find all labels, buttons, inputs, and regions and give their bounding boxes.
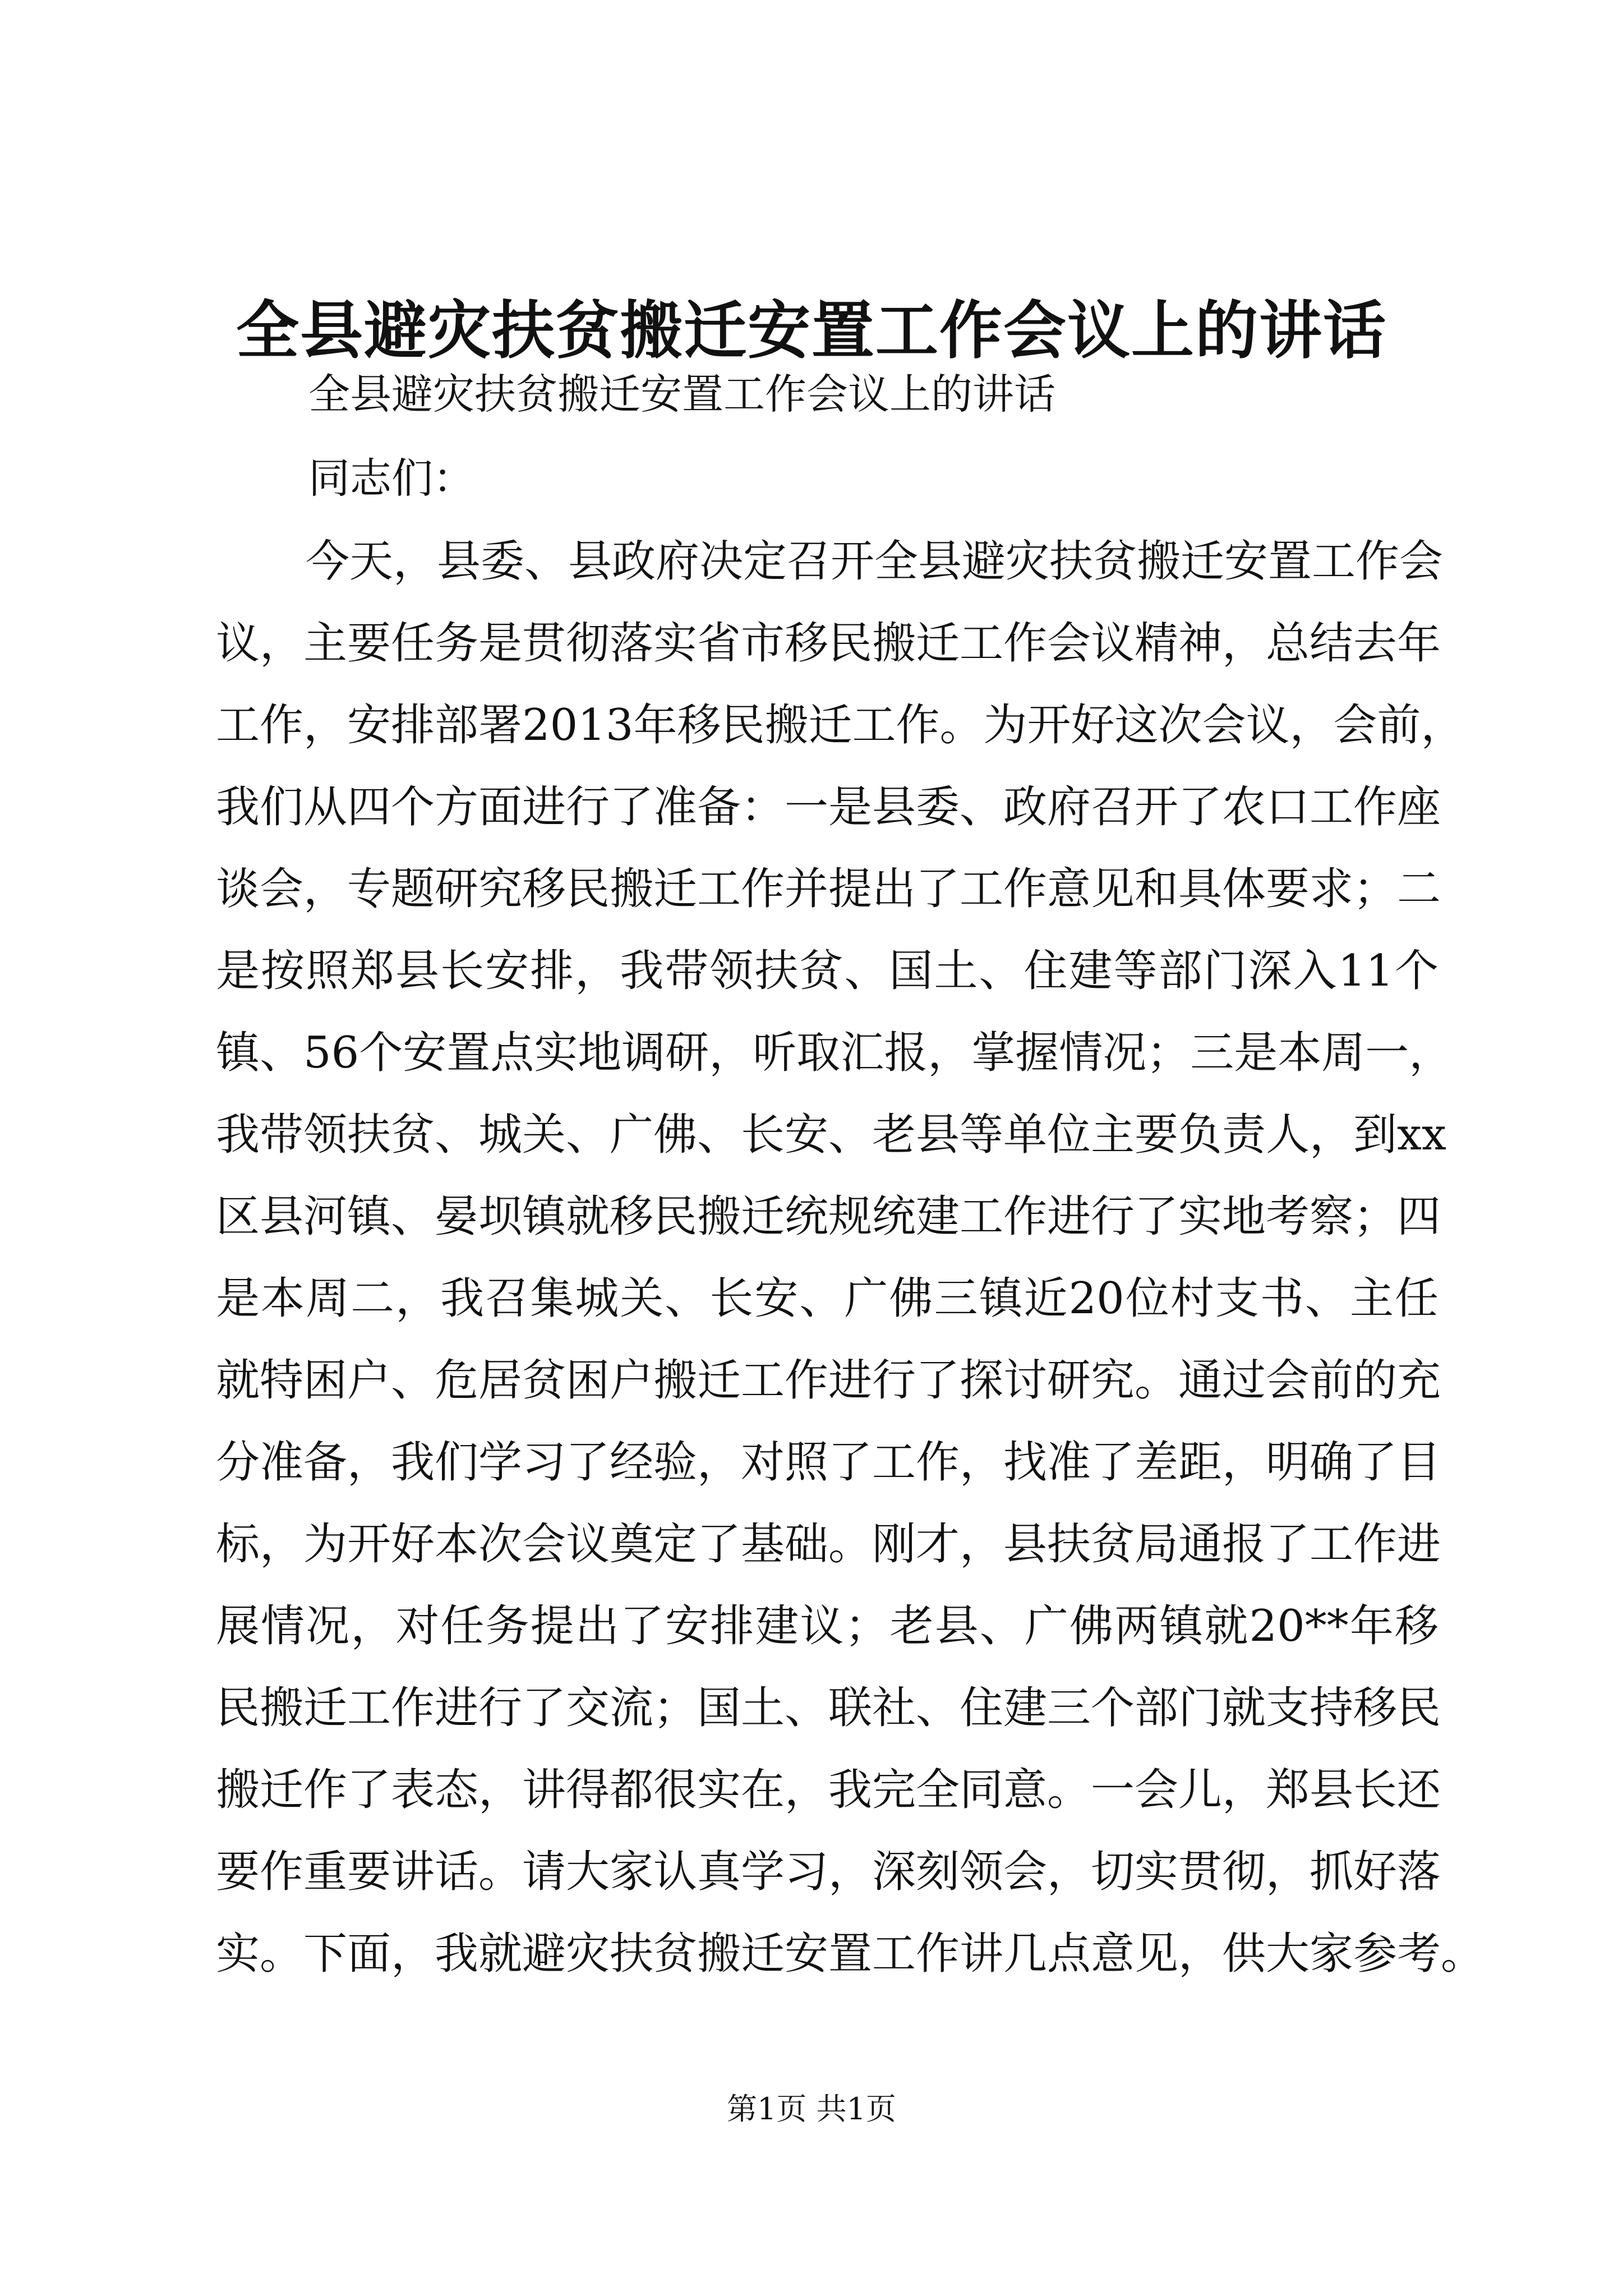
salutation: 同志们：: [308, 454, 474, 503]
body-line: 我带领扶贫、城关、广佛、长安、老县等单位主要负责人，到xx: [216, 1110, 1446, 1160]
body-line: 分准备，我们学习了经验，对照了工作，找准了差距，明确了目: [216, 1437, 1441, 1488]
body-line: 展情况，对任务提出了安排建议；老县、广佛两镇就20**年移: [216, 1601, 1438, 1651]
body-line: 议，主要任务是贯彻落实省市移民搬迁工作会议精神，总结去年: [216, 618, 1441, 669]
body-line: 今天，县委、县政府决定召开全县避灾扶贫搬迁安置工作会: [306, 536, 1444, 587]
body-line: 就特困户、危居贫困户搬迁工作进行了探讨研究。通过会前的充: [216, 1355, 1441, 1406]
body-line: 搬迁作了表态，讲得都很实在，我完全同意。一会儿，郑县长还: [216, 1765, 1441, 1815]
body-line: 镇、56个安置点实地调研，听取汇报，掌握情况；三是本周一，: [216, 1028, 1453, 1078]
body-paragraph: [216, 521, 1485, 1995]
body-line: 工作，安排部署2013年移民搬迁工作。为开好这次会议，会前，: [216, 700, 1465, 751]
body-line: 谈会，专题研究移民搬迁工作并提出了工作意见和具体要求；二: [216, 864, 1441, 914]
body-line: 是本周二，我召集城关、长安、广佛三镇近20位村支书、主任: [216, 1273, 1438, 1324]
document-subtitle: 全县避灾扶贫搬迁安置工作会议上的讲话: [308, 370, 1055, 418]
document-title: 全县避灾扶贫搬迁安置工作会议上的讲话: [236, 294, 1387, 367]
body-line: 实。下面，我就避灾扶贫搬迁安置工作讲几点意见，供大家参考。: [216, 1929, 1485, 1979]
body-line: 标，为开好本次会议奠定了基础。刚才，县扶贫局通报了工作进: [216, 1519, 1441, 1570]
page-number-footer: 第1页 共1页: [727, 2091, 896, 2127]
body-line: 民搬迁工作进行了交流；国土、联社、住建三个部门就支持移民: [216, 1683, 1441, 1733]
body-line: 要作重要讲话。请大家认真学习，深刻领会，切实贯彻，抓好落: [216, 1847, 1441, 1897]
body-line: 是按照郑县长安排，我带领扶贫、国土、住建等部门深入11个: [216, 946, 1438, 996]
body-line: 区县河镇、晏坝镇就移民搬迁统规统建工作进行了实地考察；四: [216, 1191, 1441, 1242]
body-line: 我们从四个方面进行了准备：一是县委、政府召开了农口工作座: [216, 782, 1441, 832]
